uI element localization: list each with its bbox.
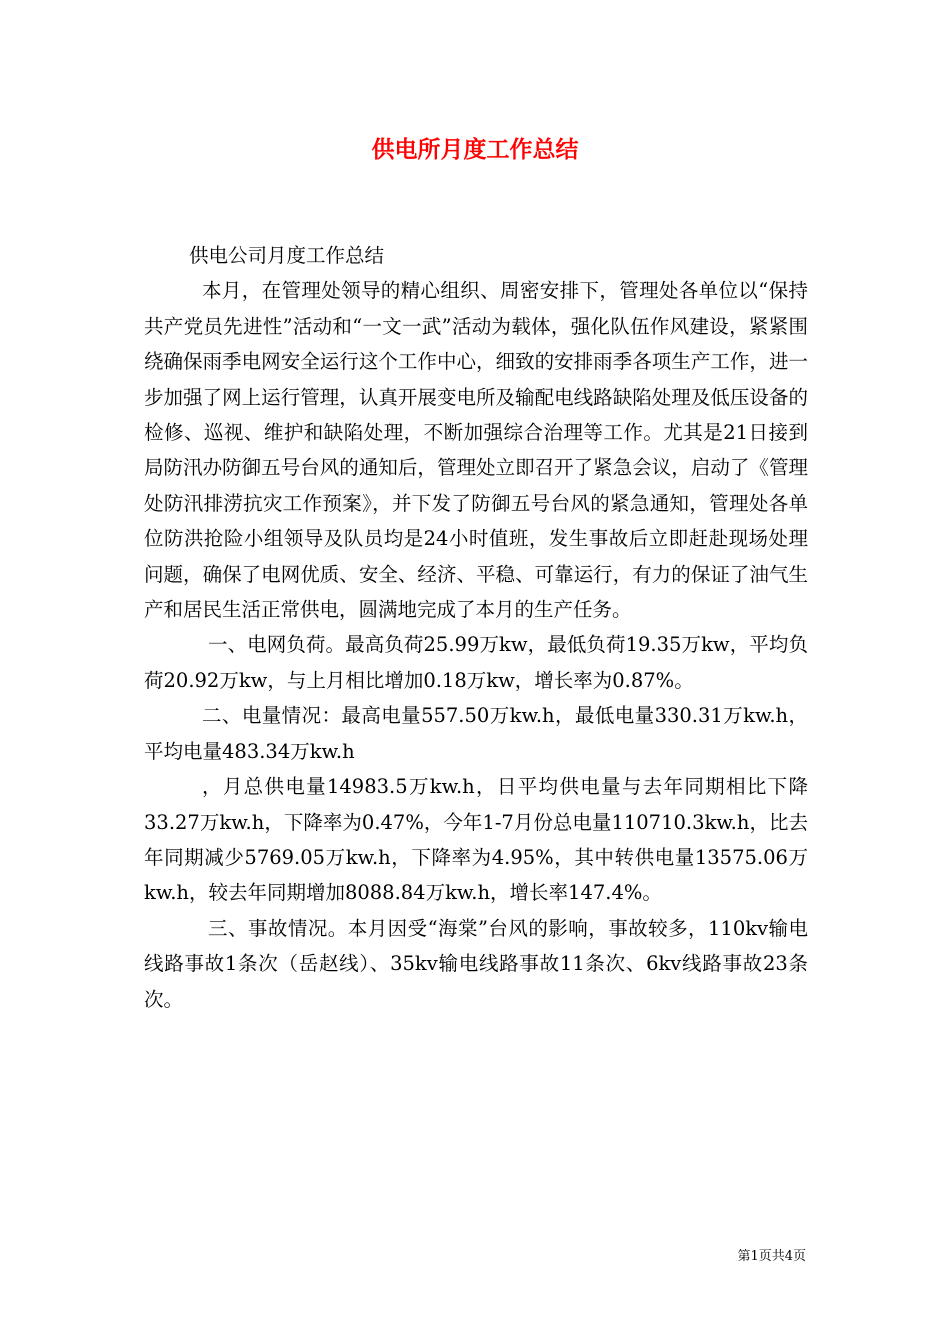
document-subtitle: 供电公司月度工作总结 <box>189 244 385 267</box>
paragraph-energy: 二、电量情况：最高电量557.50万kw.h，最低电量330.31万kw.h，平均电量483.34万kw.h <box>144 704 808 763</box>
paragraph-grid-load: 一、电网负荷。最高负荷25.99万kw，最低负荷19.35万kw，平均负荷20.92万kw，与上月相比增加0.18万kw，增长率为0.87%。 <box>144 633 808 692</box>
paragraph-energy-continued: ，月总供电量14983.5万kw.h，日平均供电量与去年同期相比下降33.27万kw.h，下降率为0.47%，今年1-7月份总电量110710.3kw.h，比去年同期减少5769.05万kw.h，下降率为4.95%，其中转供电量13575.06万kw.h，较去年同期增加8088.84万kw.h，增长率147.4%。 <box>144 775 808 905</box>
paragraph-intro: 本月，在管理处领导的精心组织、周密安排下，管理处各单位以“保持共产党员先进性”活动和“一文一武”活动为载体，强化队伍作风建设，紧紧围绕确保雨季电网安全运行这个工作中心，细致的安排雨季各项生产工作，进一步加强了网上运行管理，认真开展变电所及输配电线路缺陷处理及低压设备的检修、巡视、维护和缺陷处理，不断加强综合治理等工作。尤其是21日接到局防汛办防御五号台风的通知后，管理处立即召开了紧急会议，启动了《管理处防汛排涝抗灾工作预案》，并下发了防御五号台风的紧急通知，管理处各单位防洪抢险小组领导及队员均是24小时值班，发生事故后立即赶赴现场处理问题，确保了电网优质、安全、经济、平稳、可靠运行，有力的保证了油气生产和居民生活正常供电，圆满地完成了本月的生产任务。 <box>144 279 808 622</box>
document-body <box>144 238 808 1017</box>
page-number: 第1页共4页 <box>737 1249 806 1264</box>
page-title: 供电所月度工作总结 <box>371 137 579 163</box>
paragraph-accidents: 三、事故情况。本月因受“海棠”台风的影响，事故较多，110kv输电线路事故1条次（岳赵线）、35kv输电线路事故11条次、6kv线路事故23条次。 <box>144 916 808 1011</box>
